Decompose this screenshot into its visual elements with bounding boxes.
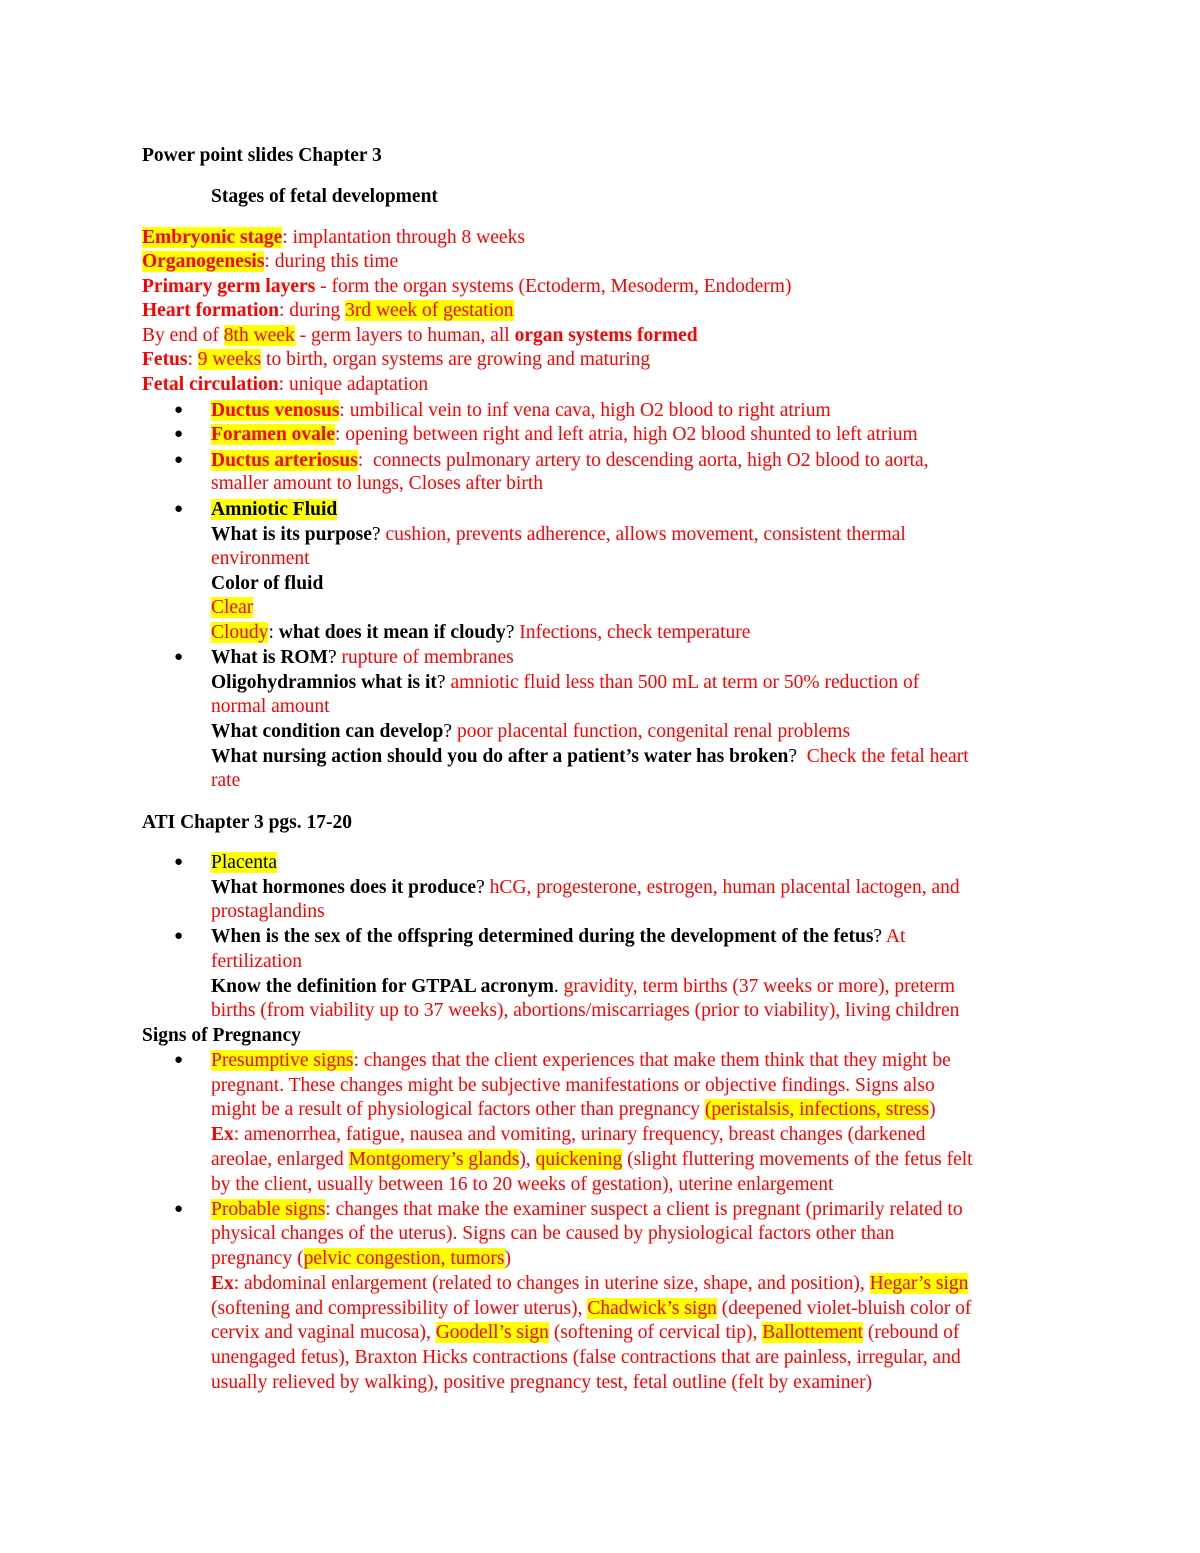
highlighted-text: Ductus arteriosus [211,450,358,471]
text-line [211,949,302,974]
text-run: pregnancy ( [211,1248,304,1269]
highlighted-text: Clear [211,597,254,618]
text-run: rate [211,770,241,791]
text-run: hCG, progesterone, estrogen, human placental lactogen, and [489,877,960,898]
text-run: ), [519,1149,536,1170]
text-run: Primary germ layers [142,276,316,297]
text-run: unengaged fetus), Braxton Hicks contractions (false contractions that are painless, irregular, and [211,1347,961,1368]
text-line [211,1296,971,1321]
text-line [211,471,543,496]
highlighted-text: Presumptive signs [211,1050,354,1071]
text-run: smaller amount to lungs, Closes after birth [211,473,543,494]
text-run: Color of fluid [211,573,324,594]
text-line [211,1320,959,1345]
text-run: cushion, prevents adherence, allows movement, consistent thermal [385,524,906,545]
text-run: At [885,926,906,947]
text-run: Ex [211,1124,234,1145]
text-line [211,1197,963,1222]
text-run: Stages of fetal development [211,186,438,207]
text-run: : during this time [264,251,399,272]
text-run: pregnant. These changes might be subjective manifestations or objective findings. Signs also [211,1075,935,1096]
text-run: What is ROM [211,647,328,668]
text-line [142,347,650,372]
text-run: . [553,976,564,997]
text-run: ? [436,672,451,693]
bullet-icon: ● [174,1052,184,1068]
text-run: : opening between right and left atria, high O2 blood shunted to left atrium [335,424,918,445]
text-line [142,143,382,168]
text-line [211,768,240,793]
highlighted-text: Cloudy [211,622,269,643]
text-run: What is its purpose [211,524,372,545]
text-line [211,1073,935,1098]
highlighted-text: Embryonic stage [142,227,283,248]
text-run: Heart formation [142,300,279,321]
text-run: to birth, organ systems are growing and maturing [261,349,651,370]
text-line [211,546,310,571]
highlighted-text: quickening [535,1149,623,1170]
text-line [142,274,791,299]
text-run: ) [504,1248,512,1269]
text-run: usually relieved by walking), positive pregnancy test, fetal outline (felt by examiner) [211,1372,873,1393]
text-run: organ systems formed [514,325,698,346]
text-line [211,1370,872,1395]
text-run: - form the organ systems (Ectoderm, Mesoderm, Endoderm) [315,276,792,297]
highlighted-text: pelvic congestion, tumors [303,1248,505,1269]
text-line [142,249,398,274]
text-run: amniotic fluid less than 500 mL at term or 50% reduction of [450,672,920,693]
text-run: what does it mean if cloudy [278,622,506,643]
highlighted-text: 9 weeks [197,349,262,370]
bullet-icon: ● [174,452,184,468]
text-run: Signs of Pregnancy [142,1025,301,1046]
text-run: ? [505,622,520,643]
text-line [211,998,959,1023]
text-line [211,1271,968,1296]
text-run: environment [211,548,310,569]
text-line [211,1246,511,1271]
text-run: ? [328,647,342,668]
text-line [211,974,955,999]
text-run: : connects pulmonary artery to descending aorta, high O2 blood to aorta, [357,450,929,471]
text-run: ATI Chapter 3 pgs. 17-20 [142,812,353,833]
text-run: ? [476,877,490,898]
text-run: poor placental function, congenital renal problems [456,721,851,742]
text-line [142,225,525,250]
text-line [142,323,698,348]
text-run: ? [443,721,457,742]
text-line [211,1172,833,1197]
text-run: prostaglandins [211,901,325,922]
text-run: Oligohydramnios what is it [211,672,437,693]
text-line [211,497,337,522]
highlighted-text: Montgomery’s glands [348,1149,520,1170]
text-line [211,398,831,423]
text-run: : during [279,300,346,321]
highlighted-text: Amniotic Fluid [211,499,338,520]
text-line [211,924,905,949]
text-run: : amenorrhea, fatigue, nausea and vomiting, urinary frequency, breast changes (darkened [233,1124,926,1145]
text-run: normal amount [211,696,330,717]
text-run: ? [371,524,386,545]
bullet-icon: ● [174,928,184,944]
text-line [211,719,850,744]
text-run: fertilization [211,951,302,972]
highlighted-text: Probable signs [211,1199,326,1220]
text-line [211,645,514,670]
text-line [211,875,960,900]
text-run: Check the fetal heart [801,746,969,767]
text-run: Know the definition for GTPAL acronym [211,976,554,997]
text-run: : [187,349,198,370]
text-line [211,1122,926,1147]
text-run: : implantation through 8 weeks [282,227,525,248]
text-run: What condition can develop [211,721,444,742]
text-line [211,620,750,645]
text-run: : abdominal enlargement (related to changes in uterine size, shape, and position), [233,1273,870,1294]
text-run: (rebound of [863,1322,960,1343]
text-line [142,372,428,397]
highlighted-text: Foramen ovale [211,424,336,445]
text-line [211,1097,936,1122]
text-line [142,298,514,323]
highlighted-text: 3rd week of gestation [345,300,514,321]
text-line [211,571,323,596]
text-line [211,1048,951,1073]
text-line [211,595,253,620]
text-line [211,422,918,447]
text-run: : unique adaptation [278,374,429,395]
text-line [211,1221,894,1246]
text-run: might be a result of physiological factors other than pregnancy [211,1099,705,1120]
text-run: What nursing action should you do after a patient’s water has broken [211,746,789,767]
bullet-icon: ● [174,402,184,418]
text-run: Fetus [142,349,188,370]
text-run: Power point slides Chapter 3 [142,145,382,166]
text-run: What hormones does it produce [211,877,477,898]
text-run: rupture of membranes [341,647,514,668]
text-line [211,850,277,875]
highlighted-text: Chadwick’s sign [587,1298,717,1319]
text-line [211,184,438,209]
text-run: ? [788,746,802,767]
bullet-icon: ● [174,854,184,870]
text-run: When is the sex of the offspring determined during the development of the fetus [211,926,874,947]
text-run: Infections, check temperature [519,622,751,643]
text-run: cervix and vaginal mucosa), [211,1322,436,1343]
text-line [142,1023,301,1048]
text-run: areolae, enlarged [211,1149,349,1170]
highlighted-text: Ductus venosus [211,400,340,421]
text-line [211,744,969,769]
text-run: (softening and compressibility of lower uterus), [211,1298,588,1319]
bullet-icon: ● [174,501,184,517]
highlighted-text: Goodell’s sign [435,1322,549,1343]
text-run: ) [929,1099,936,1120]
highlighted-text: Placenta [211,852,278,873]
text-run: By end of [142,325,224,346]
text-run: births (from viability up to 37 weeks), abortions/miscarriages (prior to viability), living children [211,1000,960,1021]
highlighted-text: Ballottement [762,1322,864,1343]
text-run: gravidity, term births (37 weeks or more), preterm [563,976,955,997]
text-run: Fetal circulation [142,374,279,395]
text-line [211,694,330,719]
text-line [211,899,325,924]
highlighted-text: Organogenesis [142,251,265,272]
highlighted-text: 8th week [223,325,295,346]
text-run: by the client, usually between 16 to 20 weeks of gestation), uterine enlargement [211,1174,834,1195]
bullet-icon: ● [174,1201,184,1217]
text-run: (slight fluttering movements of the fetus felt [622,1149,973,1170]
text-run: : [268,622,279,643]
text-line [211,1345,961,1370]
text-run: (deepened violet-bluish color of [716,1298,972,1319]
bullet-icon: ● [174,649,184,665]
highlighted-text: (peristalsis, infections, stress [704,1099,930,1120]
text-line [211,448,929,473]
text-run: - germ layers to human, all [294,325,515,346]
text-run: (softening of cervical tip), [548,1322,763,1343]
text-run: : umbilical vein to inf vena cava, high O2 blood to right atrium [339,400,831,421]
text-run: physical changes of the uterus). Signs can be caused by physiological factors other than [211,1223,895,1244]
text-run: : changes that make the examiner suspect a client is pregnant (primarily related to [325,1199,963,1220]
highlighted-text: Hegar’s sign [869,1273,969,1294]
text-line [211,1147,973,1172]
text-line [211,670,919,695]
text-line [211,522,906,547]
text-run: : changes that the client experiences that make them think that they might be [353,1050,951,1071]
text-line [142,810,352,835]
text-run: Ex [211,1273,234,1294]
text-run: ? [873,926,886,947]
bullet-icon: ● [174,426,184,442]
